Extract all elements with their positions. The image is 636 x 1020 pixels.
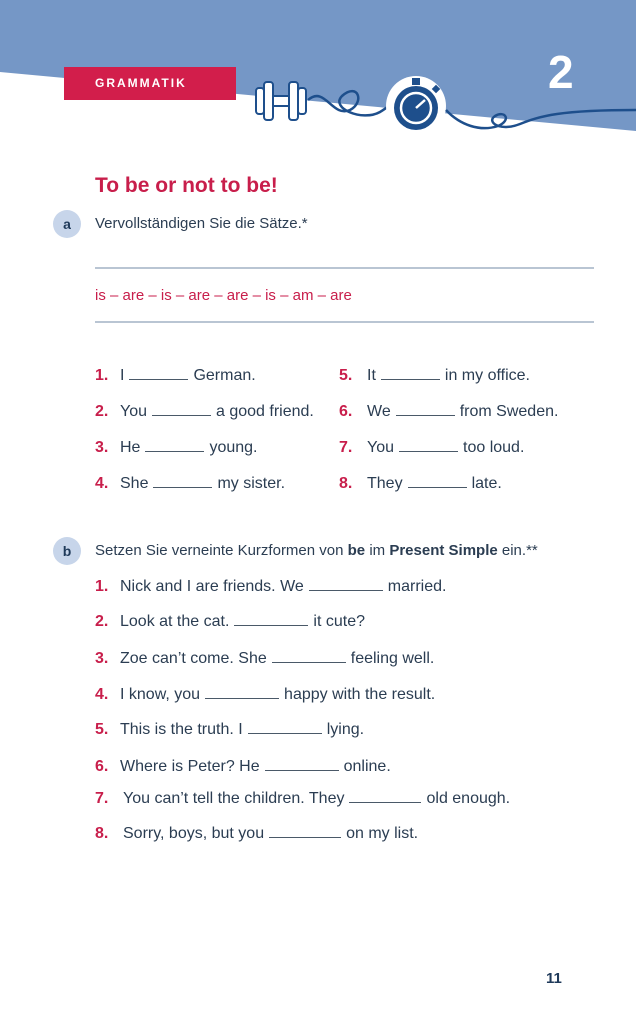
answer-blank[interactable] — [309, 576, 383, 591]
exercise-b-item: 7. You can’t tell the children. They old enough. — [95, 790, 511, 807]
page-number: 11 — [546, 970, 562, 987]
fitness-illustration — [250, 70, 636, 140]
exercise-a-item: 7. You too loud. — [339, 439, 525, 456]
answer-blank[interactable] — [234, 611, 308, 626]
answer-blank[interactable] — [408, 473, 467, 488]
exercise-a-item: 2. You a good friend. — [95, 403, 314, 420]
section-b-marker: b — [53, 537, 81, 565]
exercise-a-item: 4. She my sister. — [95, 475, 286, 492]
answer-blank[interactable] — [205, 684, 279, 699]
exercise-b-item: 5. This is the truth. I lying. — [95, 721, 365, 738]
exercise-a-item: 1. I German. — [95, 367, 256, 384]
exercise-a-item: 3. He young. — [95, 439, 258, 456]
exercise-b-item: 3. Zoe can’t come. She feeling well. — [95, 650, 435, 667]
exercise-b-item: 8. Sorry, boys, but you on my list. — [95, 825, 419, 842]
section-b-instruction: Setzen Sie verneinte Kurzformen von be im Present Simple ein.** — [95, 542, 538, 559]
exercise-b-item: 4. I know, you happy with the result. — [95, 686, 436, 703]
stopwatch-icon — [386, 76, 446, 136]
exercise-b-item: 6. Where is Peter? He online. — [95, 758, 391, 775]
page-title: To be or not to be! — [95, 174, 278, 197]
section-tag: GRAMMATIK — [64, 67, 236, 100]
dumbbell-icon — [256, 82, 306, 120]
answer-blank[interactable] — [145, 437, 204, 452]
section-a-marker: a — [53, 210, 81, 238]
chapter-number: 2 — [548, 46, 574, 98]
answer-blank[interactable] — [269, 823, 341, 838]
answer-blank[interactable] — [153, 473, 212, 488]
answer-blank[interactable] — [129, 365, 188, 380]
answer-blank[interactable] — [381, 365, 440, 380]
answer-blank[interactable] — [152, 401, 211, 416]
exercise-a-item: 8. They late. — [339, 475, 502, 492]
exercise-a-item: 6. We from Sweden. — [339, 403, 559, 420]
word-bank: is – are – is – are – are – is – am – are — [95, 287, 352, 304]
word-bank-top-rule — [95, 267, 594, 269]
exercise-b-item: 2. Look at the cat. it cute? — [95, 613, 365, 630]
exercise-b-item: 1. Nick and I are friends. We married. — [95, 578, 447, 595]
answer-blank[interactable] — [399, 437, 458, 452]
section-a-instruction: Vervollständigen Sie die Sätze.* — [95, 215, 308, 232]
answer-blank[interactable] — [272, 648, 346, 663]
answer-blank[interactable] — [248, 719, 322, 734]
answer-blank[interactable] — [265, 756, 339, 771]
word-bank-bottom-rule — [95, 321, 594, 323]
answer-blank[interactable] — [349, 788, 421, 803]
answer-blank[interactable] — [396, 401, 455, 416]
exercise-a-item: 5. It in my office. — [339, 367, 530, 384]
trailing-wave — [446, 110, 636, 128]
